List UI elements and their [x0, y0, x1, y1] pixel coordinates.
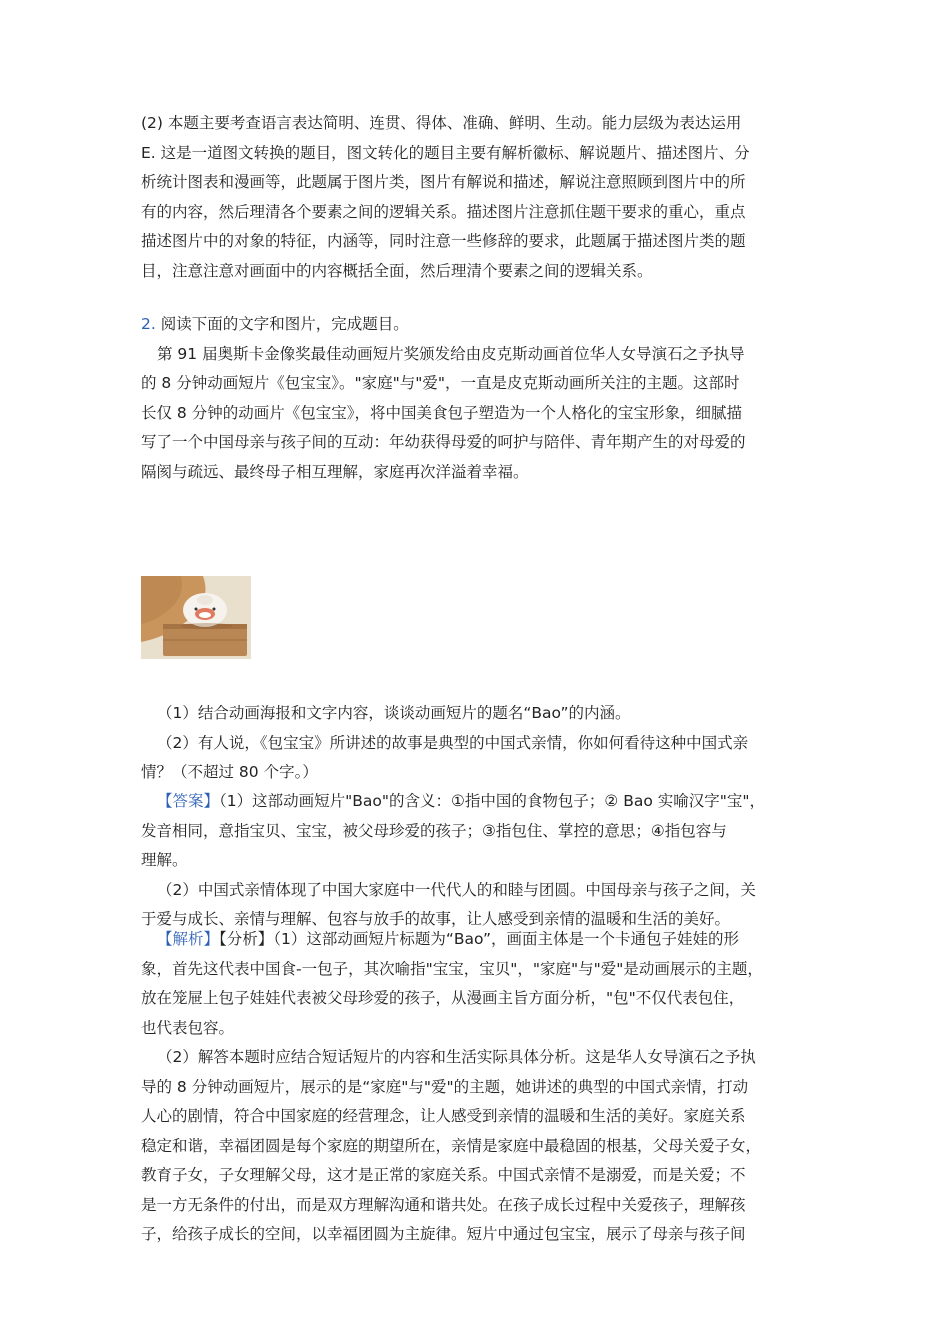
sub-question-2-line: （2）有人说，《包宝宝》所讲述的故事是典型的中国式亲情，你如何看待这种中国式亲: [157, 733, 749, 752]
text-line: 有的内容，然后理清各个要素之间的逻辑关系。描述图片注意抓住题干要求的重心，重点: [141, 202, 746, 221]
answer-line: 于爱与成长、亲情与理解、包容与放手的故事，让人感受到亲情的温暖和生活的美好。: [141, 910, 731, 928]
text-line: 描述图片中的对象的特征，内涵等，同时注意一些修辞的要求，此题属于描述图片类的题: [141, 232, 746, 250]
question-2: [141, 310, 813, 487]
analysis-line: 子，给孩子成长的空间，以幸福团圆为主旋律。短片中通过包宝宝，展示了母亲与孩子间: [141, 1225, 746, 1243]
passage-line: 第 91 届奥斯卡金像奖最佳动画短片奖颁发给由皮克斯动画首位华人女导演石之予执导: [157, 344, 745, 363]
analysis-line: 教育子女，子女理解父母，这才是正常的家庭关系。中国式亲情不是溺爱，而是关爱；不: [141, 1166, 746, 1184]
analysis-section-2: [141, 925, 813, 1250]
analysis-line: （2）解答本题时应结合短话短片的内容和生活实际具体分析。这是华人女导演石之予执: [157, 1048, 756, 1066]
question-header: [141, 310, 813, 340]
analysis-line: 象，首先这代表中国食-一包子，其次喻指"宝宝，宝贝"，"家庭"与"爱"是动画展示的主题，: [141, 959, 763, 978]
answer-line: 理解。: [141, 851, 188, 869]
answer-tag: 【答案】: [157, 792, 220, 810]
analysis-line: 是一方无条件的付出，而是双方理解沟通和谐共处。在孩子成长过程中关爱孩子，理解孩: [141, 1195, 746, 1214]
analysis-line: 稳定和谐，幸福团圆是每个家庭的期望所在，亲情是家庭中最稳固的根基，父母关爱子女，: [141, 1136, 762, 1155]
answer-line: （2）中国式亲情体现了中国大家庭中一代代人的和睦与团圆。中国母亲与孩子之间，关: [157, 880, 756, 899]
analysis-text: 【分析】（1）这部动画短片标题为“Bao”，画面主体是一个卡通包子娃娃的形: [219, 930, 740, 948]
question-prompt: 阅读下面的文字和图片，完成题目。: [155, 315, 409, 333]
analysis-tag: 【解析】: [157, 930, 220, 948]
analysis-line: 人心的剧情，符合中国家庭的经营理念，让人感受到亲情的温暖和生活的美好。家庭关系: [141, 1107, 746, 1125]
text-line: 目，注意注意对画面中的内容概括全面，然后理清个要素之间的逻辑关系。: [141, 261, 653, 280]
analysis-section-1: [141, 109, 813, 286]
sub-questions: [141, 699, 813, 788]
answer-section: [141, 787, 813, 935]
answer-text: （1）这部动画短片"Bao"的含义：①指中国的食物包子；② Bao 实喻汉字"宝"，: [219, 792, 766, 810]
sub-question-2-line: 情？（不超过 80 个字。）: [141, 763, 318, 781]
passage-line: 写了一个中国母亲与孩子间的互动：年幼获得母爱的呵护与陪伴、青年期产生的对母爱的: [141, 433, 746, 451]
answer-line: 发音相同，意指宝贝、宝宝，被父母珍爱的孩子；③指包住、掌控的意思；④指包容与: [141, 821, 727, 840]
text-line: (2) 本题主要考查语言表达简明、连贯、得体、准确、鲜明、生动。能力层级为表达运用: [141, 114, 742, 132]
sub-question-1: （1）结合动画海报和文字内容，谈谈动画短片的题名“Bao”的内涵。: [157, 704, 631, 722]
analysis-line: 也代表包容。: [141, 1018, 235, 1037]
answer-first-line: [141, 787, 813, 817]
text-line: E. 这是一道图文转换的题目，图文转化的题目主要有解析徽标、解说题片、描述图片、分: [141, 143, 750, 162]
bao-poster-image: [141, 576, 251, 659]
analysis-line: 放在笼屉上包子娃娃代表被父母珍爱的孩子，从漫画主旨方面分析，"包"不仅代表包住，: [141, 989, 745, 1007]
text-line: 析统计图表和漫画等，此题属于图片类，图片有解说和描述，解说注意照顾到图片中的所: [141, 173, 746, 191]
passage-line: 长仅 8 分钟的动画片《包宝宝》，将中国美食包子塑造为一个人格化的宝宝形象，细腻描: [141, 403, 742, 422]
passage-line: 隔阂与疏远、最终母子相互理解，家庭再次洋溢着幸福。: [141, 462, 529, 481]
passage-line: 的 8 分钟动画短片《包宝宝》。"家庭"与"爱"，一直是皮克斯动画所关注的主题。这部时: [141, 374, 740, 392]
question-number: 2.: [141, 315, 156, 333]
passage: [141, 340, 813, 488]
analysis-first-line: [141, 925, 813, 955]
analysis-line: 导的 8 分钟动画短片，展示的是“家庭"与"爱"的主题，她讲述的典型的中国式亲情，打动: [141, 1077, 749, 1096]
